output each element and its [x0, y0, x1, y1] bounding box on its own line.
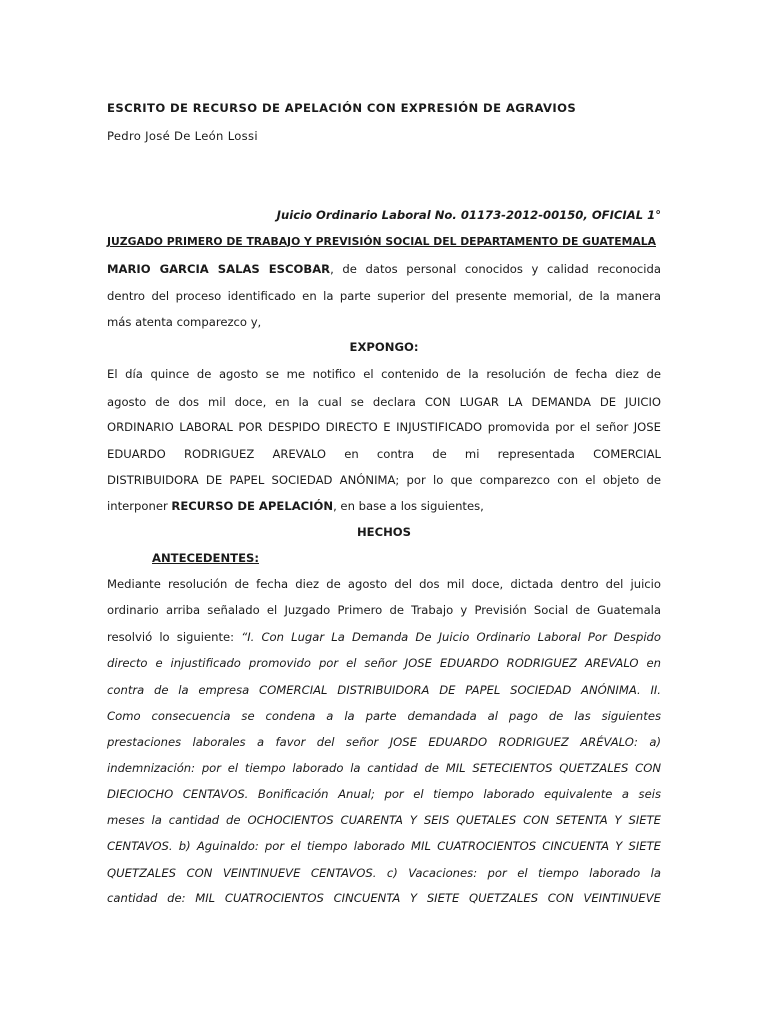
p2-line-1: Mediante resolución de fecha diez de agosto del dos mil doce, dictada dentro del juicio [107, 577, 661, 591]
heading-expongo: EXPONGO: [349, 340, 419, 354]
p2-line-4: directo e injustificado promovido por el señor JOSE EDUARDO RODRIGUEZ AREVALO en [107, 656, 661, 670]
p1-line-6 [107, 499, 661, 513]
p2-line-3-b: “I. Con Lugar La Demanda De Juicio Ordinario Laboral Por Despido [241, 630, 661, 644]
p1-line-6-a: interponer [107, 499, 172, 513]
p2-line-2: ordinario arriba señalado el Juzgado Primero de Trabajo y Previsión Social de Guatemala [107, 603, 661, 617]
case-reference: Juicio Ordinario Laboral No. 01173-2012-00150, OFICIAL 1° [276, 208, 661, 222]
p2-line-3-a: resolvió lo siguiente: [107, 630, 242, 644]
p2-line-12: QUETZALES CON VEINTINUEVE CENTAVOS. c) Vacaciones: por el tiempo laborado la [107, 866, 661, 880]
heading-antecedentes: ANTECEDENTES: [152, 551, 259, 565]
p2-line-13: cantidad de: MIL CUATROCIENTOS CINCUENTA Y SIETE QUETZALES CON VEINTINUEVE [107, 891, 661, 905]
document-title: ESCRITO DE RECURSO DE APELACIÓN CON EXPRESIÓN DE AGRAVIOS [107, 101, 577, 115]
p1-line-2: agosto de dos mil doce, en la cual se declara CON LUGAR LA DEMANDA DE JUICIO [107, 395, 661, 409]
p2-line-6: Como consecuencia se condena a la parte demandada al pago de las siguientes [107, 709, 661, 723]
document-author: Pedro José De León Lossi [107, 129, 258, 143]
p2-line-9: DIECIOCHO CENTAVOS. Bonificación Anual; por el tiempo laborado equivalente a seis [107, 787, 661, 801]
p2-line-7: prestaciones laborales a favor del señor JOSE EDUARDO RODRIGUEZ ARÉVALO: a) [107, 735, 661, 749]
court-name: JUZGADO PRIMERO DE TRABAJO Y PREVISIÓN SOCIAL DEL DEPARTAMENTO DE GUATEMALA [107, 235, 656, 248]
p2-line-10: meses la cantidad de OCHOCIENTOS CUARENTA Y SEIS QUETALES CON SETENTA Y SIETE [107, 813, 661, 827]
heading-hechos: HECHOS [356, 525, 412, 539]
intro-line-3: más atenta comparezco y, [107, 315, 262, 329]
p2-line-8: indemnización: por el tiempo laborado la cantidad de MIL SETECIENTOS QUETZALES CON [107, 761, 661, 775]
p1-line-6-c: , en base a los siguientes, [333, 499, 484, 513]
intro-line-2: dentro del proceso identificado en la parte superior del presente memorial, de la manera [107, 289, 661, 303]
intro-line-1 [107, 262, 661, 276]
p1-line-4: EDUARDO RODRIGUEZ AREVALO en contra de mi representada COMERCIAL [107, 447, 661, 461]
p2-line-11: CENTAVOS. b) Aguinaldo: por el tiempo laborado MIL CUATROCIENTOS CINCUENTA Y SIETE [107, 839, 661, 853]
appellant-name: MARIO GARCIA SALAS ESCOBAR [107, 262, 331, 276]
appeal-term: RECURSO DE APELACIÓN [171, 499, 334, 513]
p1-line-5: DISTRIBUIDORA DE PAPEL SOCIEDAD ANÓNIMA; por lo que comparezco con el objeto de [107, 473, 661, 487]
p1-line-3: ORDINARIO LABORAL POR DESPIDO DIRECTO E INJUSTIFICADO promovida por el señor JOSE [107, 420, 661, 434]
p2-line-5: contra de la empresa COMERCIAL DISTRIBUIDORA DE PAPEL SOCIEDAD ANÓNIMA. II. [107, 683, 661, 697]
p1-line-1: El día quince de agosto se me notifico el contenido de la resolución de fecha diez de [107, 367, 661, 381]
p2-line-3 [107, 630, 661, 644]
intro-line-1-rest: , de datos personal conocidos y calidad reconocida [330, 262, 661, 276]
